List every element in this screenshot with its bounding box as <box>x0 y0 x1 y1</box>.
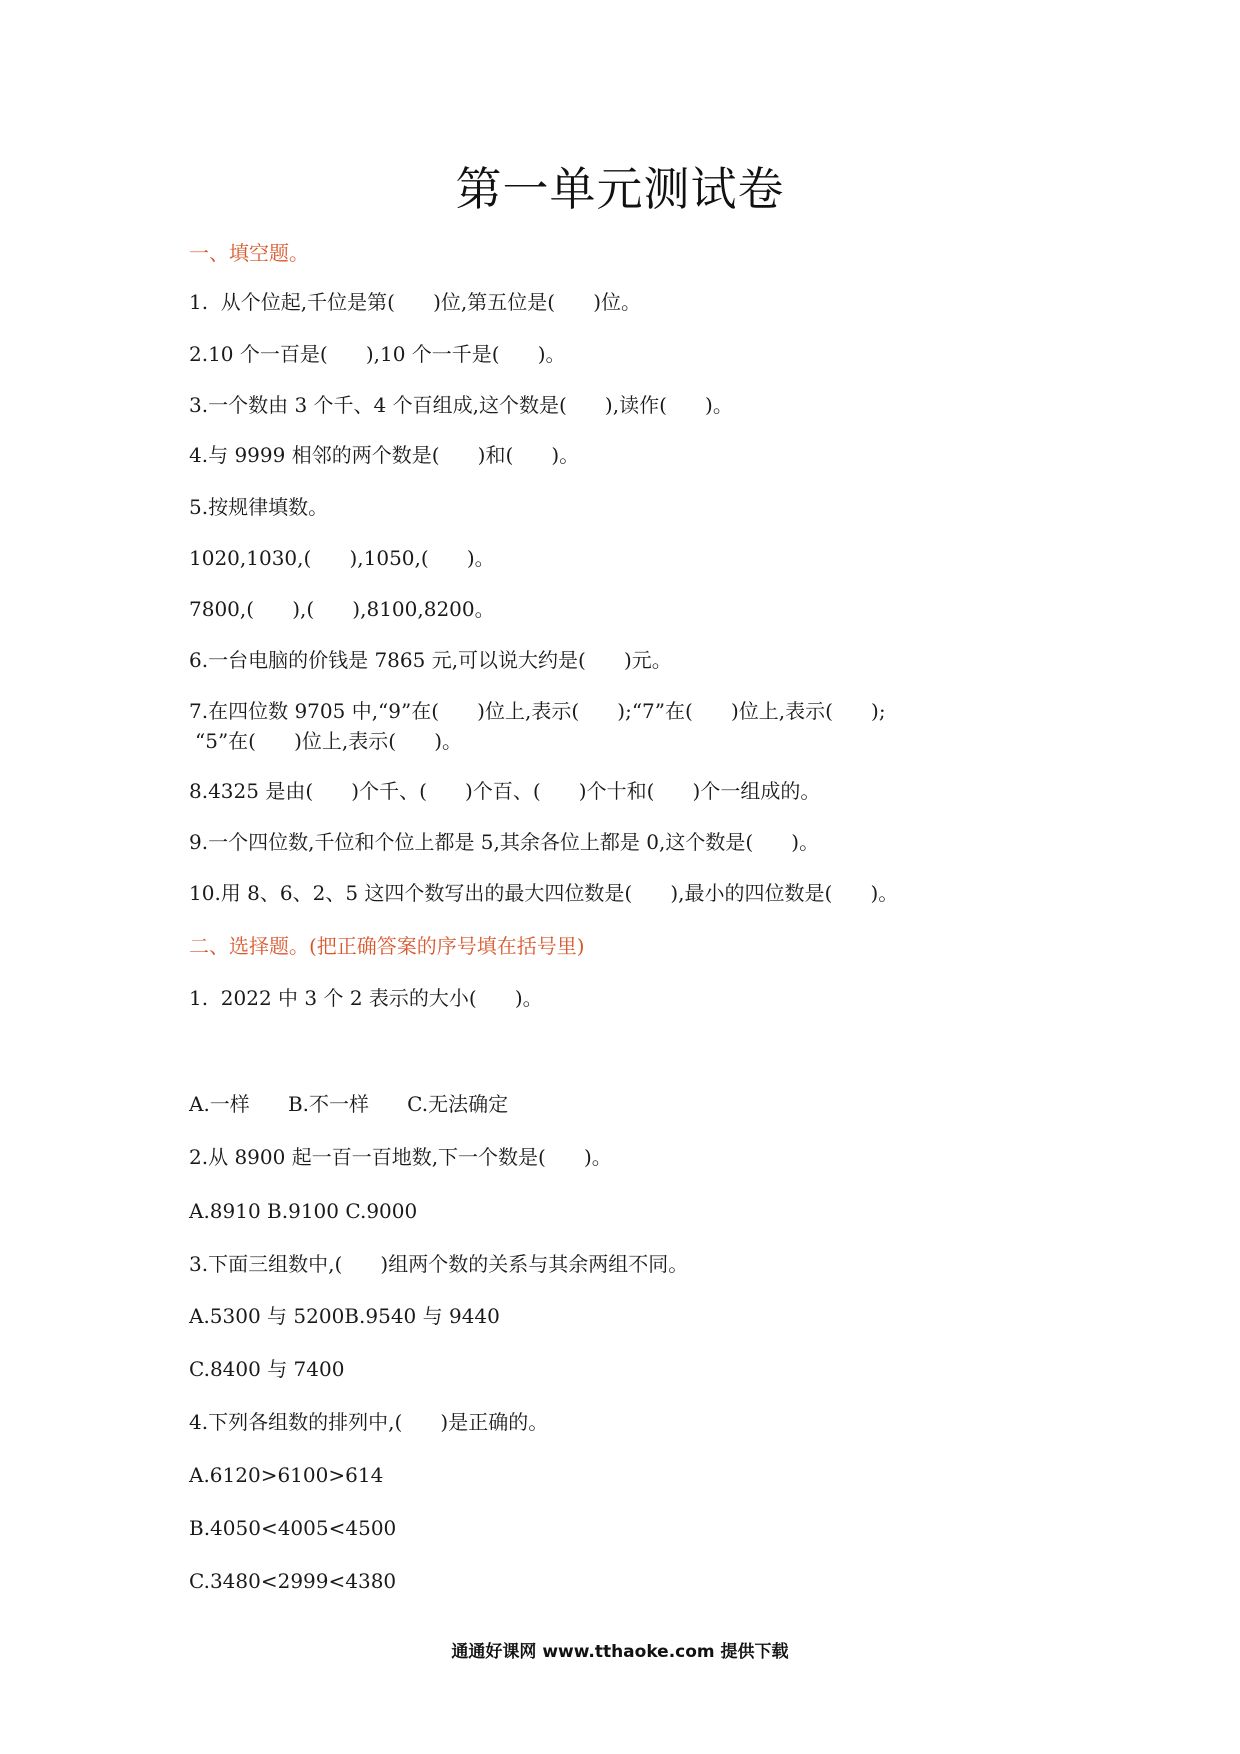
choice-question-3-options-ab: A.5300 与 5200B.9540 与 9440 <box>189 1304 500 1328</box>
fill-in-question-9: 9.一个四位数,千位和个位上都是 5,其余各位上都是 0,这个数是( )。 <box>189 830 820 854</box>
fill-in-question-5-sequence-a: 1020,1030,( ),1050,( )。 <box>189 546 495 570</box>
choice-question-2-options: A.8910 B.9100 C.9000 <box>189 1199 418 1223</box>
fill-in-question-6: 6.一台电脑的价钱是 7865 元,可以说大约是( )元。 <box>189 648 672 672</box>
choice-question-3: 3.下面三组数中,( )组两个数的关系与其余两组不同。 <box>189 1252 689 1276</box>
fill-in-question-4: 4.与 9999 相邻的两个数是( )和( )。 <box>189 443 580 467</box>
fill-in-question-7: 7.在四位数 9705 中,“9”在( )位上,表示( );“7”在( )位上,表示( ); <box>189 699 886 723</box>
fill-in-question-2: 2.10 个一百是( ),10 个一千是( )。 <box>189 342 566 366</box>
section-heading-fill-in: 一、填空题。 <box>189 241 309 265</box>
fill-in-question-8: 8.4325 是由( )个千、( )个百、( )个十和( )个一组成的。 <box>189 779 821 803</box>
choice-question-4-option-b: B.4050<4005<4500 <box>189 1516 397 1540</box>
choice-question-2: 2.从 8900 起一百一百地数,下一个数是( )。 <box>189 1145 612 1169</box>
choice-question-1-options: A.一样 B.不一样 C.无法确定 <box>189 1092 509 1116</box>
choice-question-4: 4.下列各组数的排列中,( )是正确的。 <box>189 1410 549 1434</box>
fill-in-question-3: 3.一个数由 3 个千、4 个百组成,这个数是( ),读作( )。 <box>189 393 733 417</box>
page-title: 第一单元测试卷 <box>455 162 785 216</box>
fill-in-question-7-continued: “5”在( )位上,表示( )。 <box>195 729 463 753</box>
choice-question-4-option-c: C.3480<2999<4380 <box>189 1569 397 1593</box>
footer-source-note: 通通好课网 www.tthaoke.com 提供下载 <box>451 1642 789 1662</box>
choice-question-4-option-a: A.6120>6100>614 <box>189 1463 384 1487</box>
fill-in-question-5: 5.按规律填数。 <box>189 495 329 519</box>
fill-in-question-5-sequence-b: 7800,( ),( ),8100,8200。 <box>189 597 495 621</box>
fill-in-question-1: 1. 从个位起,千位是第( )位,第五位是( )位。 <box>189 290 642 314</box>
fill-in-question-10: 10.用 8、6、2、5 这四个数写出的最大四位数是( ),最小的四位数是( )。 <box>189 881 899 905</box>
choice-question-1: 1. 2022 中 3 个 2 表示的大小( )。 <box>189 986 543 1010</box>
section-heading-choice: 二、选择题。(把正确答案的序号填在括号里) <box>189 934 585 958</box>
choice-question-3-option-c: C.8400 与 7400 <box>189 1357 345 1381</box>
